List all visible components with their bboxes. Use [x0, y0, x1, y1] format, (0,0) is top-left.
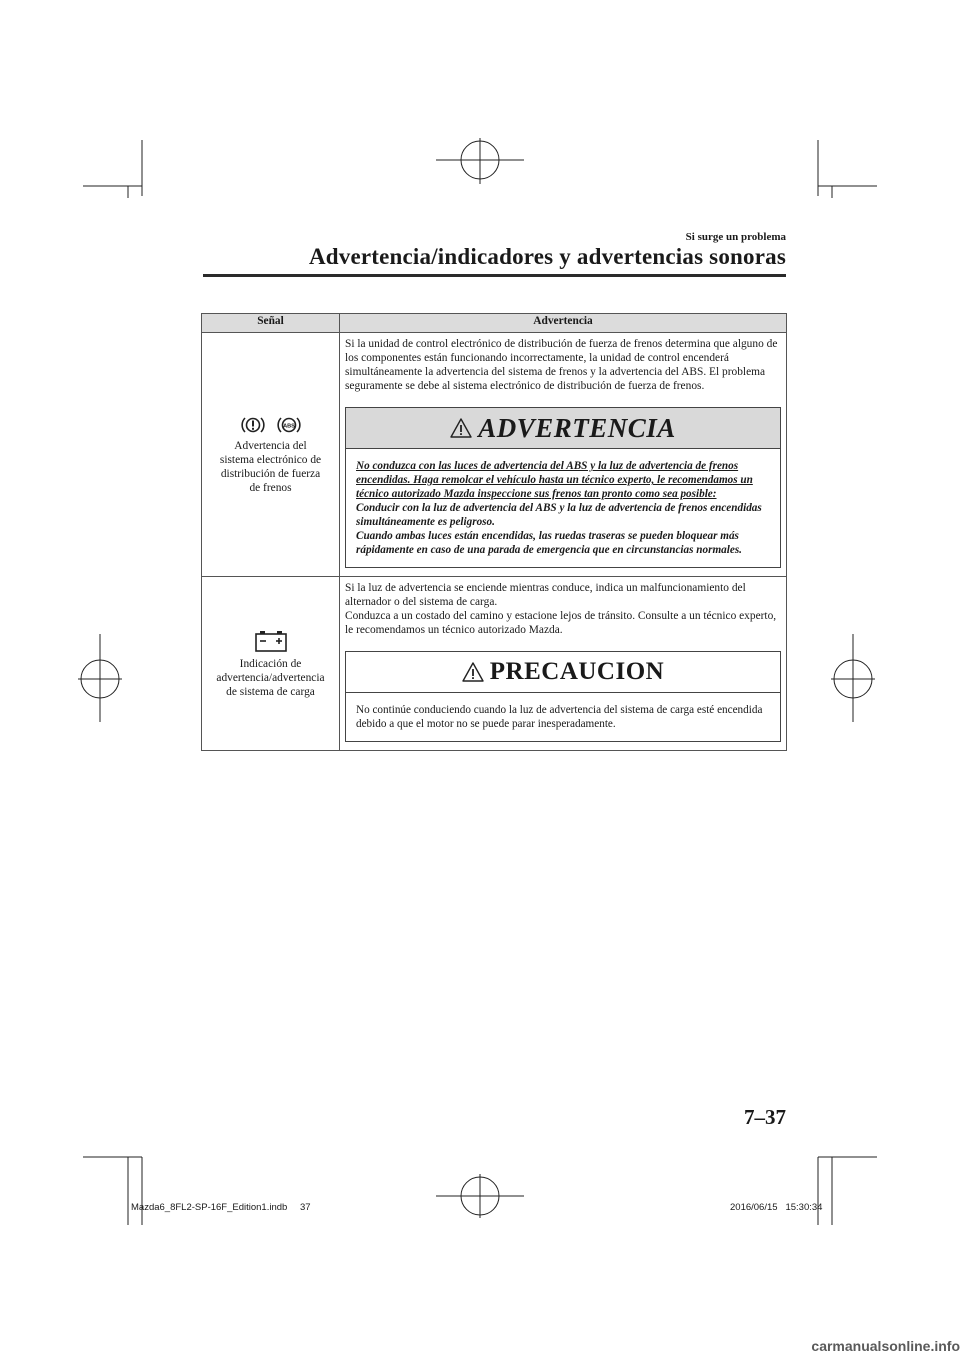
warning-cell [340, 577, 787, 751]
advertencia-body [346, 449, 780, 567]
advertencia-box-header [346, 408, 780, 449]
signal-icons [204, 415, 337, 435]
warning-text: Conduzca a un costado del camino y estacione lejos de tránsito. Consulte a un técnico experto, le recomendamos un técnico autorizado Mazda. [345, 610, 777, 636]
col-signal-header: Señal [202, 314, 340, 333]
precaucion-box-header [346, 652, 780, 693]
footer-file: Mazda6_8FL2-SP-16F_Edition1.indb [131, 1202, 288, 1213]
precaucion-body [346, 693, 780, 741]
table-header-row [202, 314, 787, 333]
warning-triangle-icon [450, 418, 472, 438]
advertencia-underlined-text: No conduzca con las luces de advertencia del ABS y la luz de advertencia de frenos encendidas. Haga remolcar el vehículo hasta un técnico experto, le recomendamos un técnico autorizado Mazda inspeccione sus frenos tan pronto como sea posible: [356, 460, 753, 500]
footer-date: 2016/06/15 15:30:34 [730, 1202, 823, 1213]
title-rule [203, 274, 786, 277]
table-row [202, 333, 787, 577]
precaucion-box [345, 651, 781, 742]
battery-icon [253, 629, 289, 653]
warning-text: Si la unidad de control electrónico de distribución de fuerza de frenos determina que alguno de los componentes están funcionando incorrectamente, la unidad de control encenderá simultáneamente la advertencia del sistema de frenos y la advertencia del ABS. El problema seguramente se debe al sistema electrónico de distribución de fuerza de frenos. [345, 338, 778, 392]
advertencia-underlined [356, 459, 770, 501]
abs-icon [276, 415, 302, 435]
precaucion-title: PRECAUCION [489, 658, 665, 685]
advertencia-title: ADVERTENCIA [478, 413, 676, 443]
signal-label-line: advertencia/advertencia [216, 671, 325, 684]
signal-icons [204, 629, 337, 653]
warning-cell [340, 333, 787, 577]
page-number: 7–37 [744, 1105, 786, 1129]
signal-cell [202, 333, 340, 577]
signal-label-line: de sistema de carga [226, 685, 315, 698]
signal-label-line: Advertencia del [234, 439, 307, 452]
warning-table [201, 313, 787, 751]
signal-label-line: Indicación de [239, 657, 302, 670]
section-label: Si surge un problema [685, 231, 786, 243]
table-row [202, 577, 787, 751]
advertencia-paragraph: Cuando ambas luces están encendidas, las ruedas traseras se pueden bloquear más rápidamente en caso de una parada de emergencia que en circunstancias normales. [356, 530, 742, 556]
signal-label-line: sistema electrónico de [219, 453, 322, 466]
footer-page: 37 [300, 1202, 311, 1213]
advertencia-box [345, 407, 781, 568]
signal-cell [202, 577, 340, 751]
abs-icon-label: ABS [282, 422, 295, 429]
warning-triangle-icon [462, 662, 484, 682]
watermark: carmanualsonline.info [811, 1338, 960, 1354]
precaucion-text: No continúe conduciendo cuando la luz de advertencia del sistema de carga esté encendida debido a que el motor no se puede parar inesperadamente. [356, 704, 763, 730]
signal-label-line: distribución de fuerza [220, 467, 321, 480]
warning-text: Si la luz de advertencia se enciende mientras conduce, indica un malfuncionamiento del alternador o del sistema de carga. [345, 582, 746, 608]
page-title: Advertencia/indicadores y advertencias sonoras [308, 244, 786, 269]
advertencia-paragraph: Conducir con la luz de advertencia del ABS y la luz de advertencia de frenos encendidas simultáneamente es peligroso. [356, 502, 762, 528]
signal-label-line: de frenos [249, 481, 292, 494]
brake-icon [240, 415, 266, 435]
col-warning-header: Advertencia [340, 314, 787, 333]
